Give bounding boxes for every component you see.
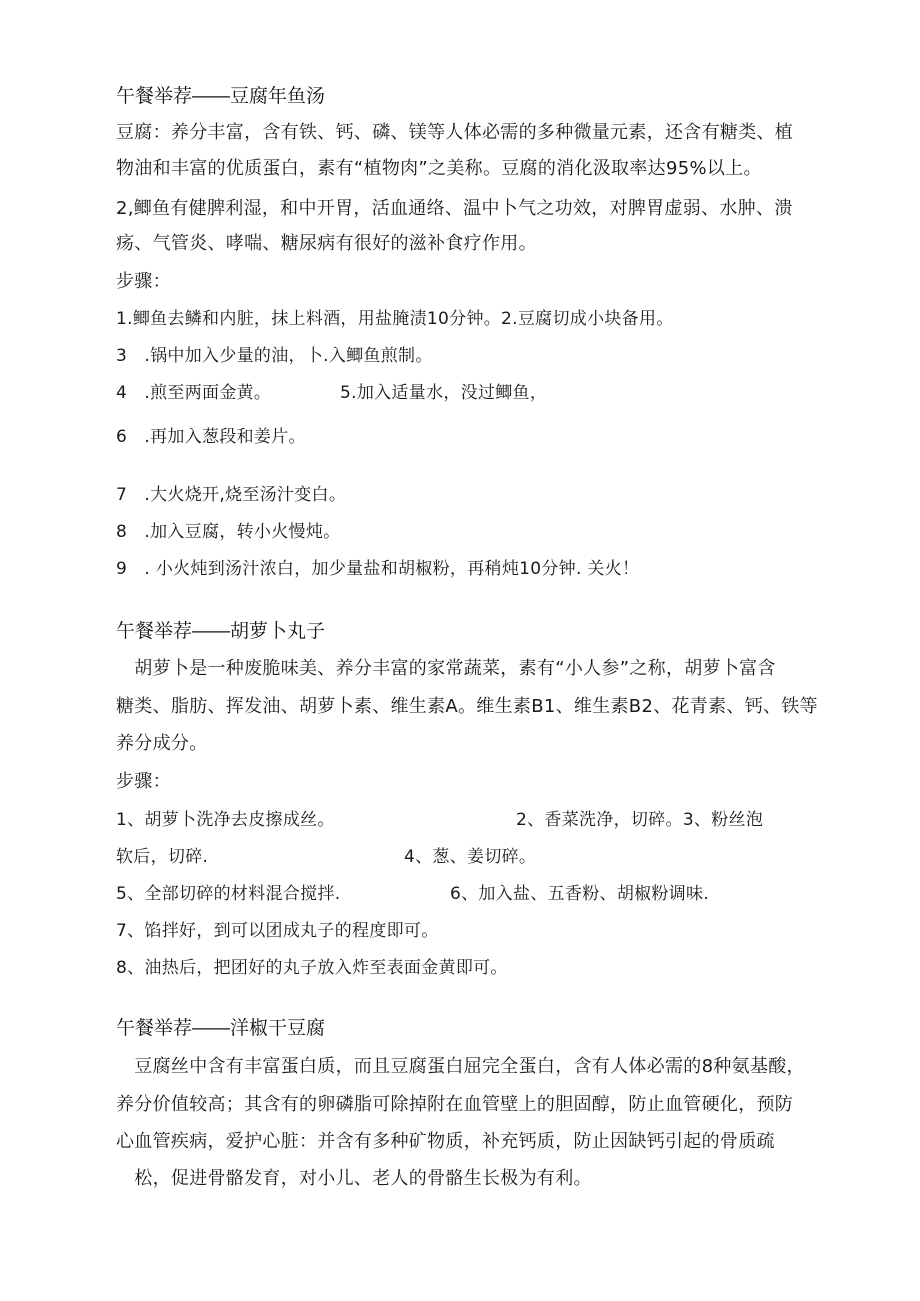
section-2-intro-line-3: 养分成分。 — [116, 733, 208, 754]
section-1-title: 午餐举荐——豆腐年鱼汤 — [116, 86, 326, 107]
section-1-step-5: 5.加入适量水，没过鲫鱼， — [340, 383, 548, 403]
section-3-intro-line-1: 豆腐丝中含有丰富蛋白质，而且豆腐蛋白屈完全蛋白，含有人体必需的8种氨基酸， — [116, 1056, 805, 1077]
section-2-step-6: 6、加入盐、五香粉、胡椒粉调味. — [450, 884, 710, 904]
section-1-steps-label: 步骤： — [116, 271, 171, 292]
section-1-step-7: 7 .大火烧开,烧至汤汁变白。 — [116, 485, 347, 505]
section-2-intro-line-1: 胡萝卜是一种废脆味美、养分丰富的家常蔬菜，素有“小人参”之称，胡萝卜富含 — [116, 658, 776, 679]
section-1-intro-line-3: 2,鲫鱼有健脾利湿，和中开胃，活血通络、温中卜气之功效，对脾胃虚弱、水肿、溃 — [116, 198, 793, 219]
section-2-step-1: 1、胡萝卜洗净去皮擦成丝。 — [116, 810, 335, 830]
section-1-step-1: 1.鲫鱼去鳞和内脏，抹上料酒，用盐腌渍10分钟。2.豆腐切成小块备用。 — [116, 309, 674, 329]
section-1-step-4: 4 .煎至两面金黄。 — [116, 383, 272, 403]
section-2-step-2: 2、香菜洗净，切碎。3、粉丝泡 — [516, 810, 764, 830]
section-1-step-6: 6 .再加入葱段和姜片。 — [116, 427, 306, 447]
section-1-intro-line-1: 豆腐：养分丰富，含有铁、钙、磷、镁等人体必需的多种微量元素，还含有糖类、植 — [116, 122, 794, 143]
section-2-steps-label: 步骤： — [116, 771, 171, 792]
section-1-step-9: 9 . 小火炖到汤汁浓白，加少量盐和胡椒粉，再稍炖10分钟. 关火！ — [116, 559, 640, 579]
section-3-title: 午餐举荐——洋椒干豆腐 — [116, 1018, 326, 1039]
section-3-intro-line-2: 养分价值较高；其含有的卵磷脂可除掉附在血管壁上的胆固醇，防止血管硬化，预防 — [116, 1094, 794, 1115]
section-2-step-5: 5、全部切碎的材料混合搅拌. — [116, 884, 341, 904]
section-1-step-3: 3 .锅中加入少量的油，卜.入鲫鱼煎制。 — [116, 346, 433, 366]
section-2-step-8: 8、油热后，把团好的丸子放入炸至表面金黄即可。 — [116, 958, 508, 978]
section-1-intro-line-2: 物油和丰富的优质蛋白，素有“植物肉”之美称。豆腐的消化汲取率达95%以上。 — [116, 158, 762, 179]
section-2-step-2-cont: 软后，切碎. — [116, 847, 209, 867]
section-2-intro-line-2: 糖类、脂肪、挥发油、胡萝卜素、维生素A。维生素B1、维生素B2、花青素、钙、铁等 — [116, 696, 818, 717]
section-2-step-7: 7、馅拌好，到可以团成丸子的程度即可。 — [116, 921, 439, 941]
section-2-step-4: 4、葱、姜切碎。 — [404, 847, 537, 867]
section-3-intro-line-4: 松，促进骨骼发育，对小儿、老人的骨骼生长极为有利。 — [116, 1168, 592, 1189]
section-1-intro-line-4: 疡、气管炎、哮喘、糖尿病有很好的滋补食疗作用。 — [116, 233, 537, 254]
section-3-intro-line-3: 心血管疾病，爱护心脏：并含有多种矿物质，补充钙质，防止因缺钙引起的骨质疏 — [116, 1131, 775, 1152]
section-2-title: 午餐举荐——胡萝卜丸子 — [116, 621, 326, 642]
section-1-step-8: 8 .加入豆腐，转小火慢炖。 — [116, 522, 341, 542]
